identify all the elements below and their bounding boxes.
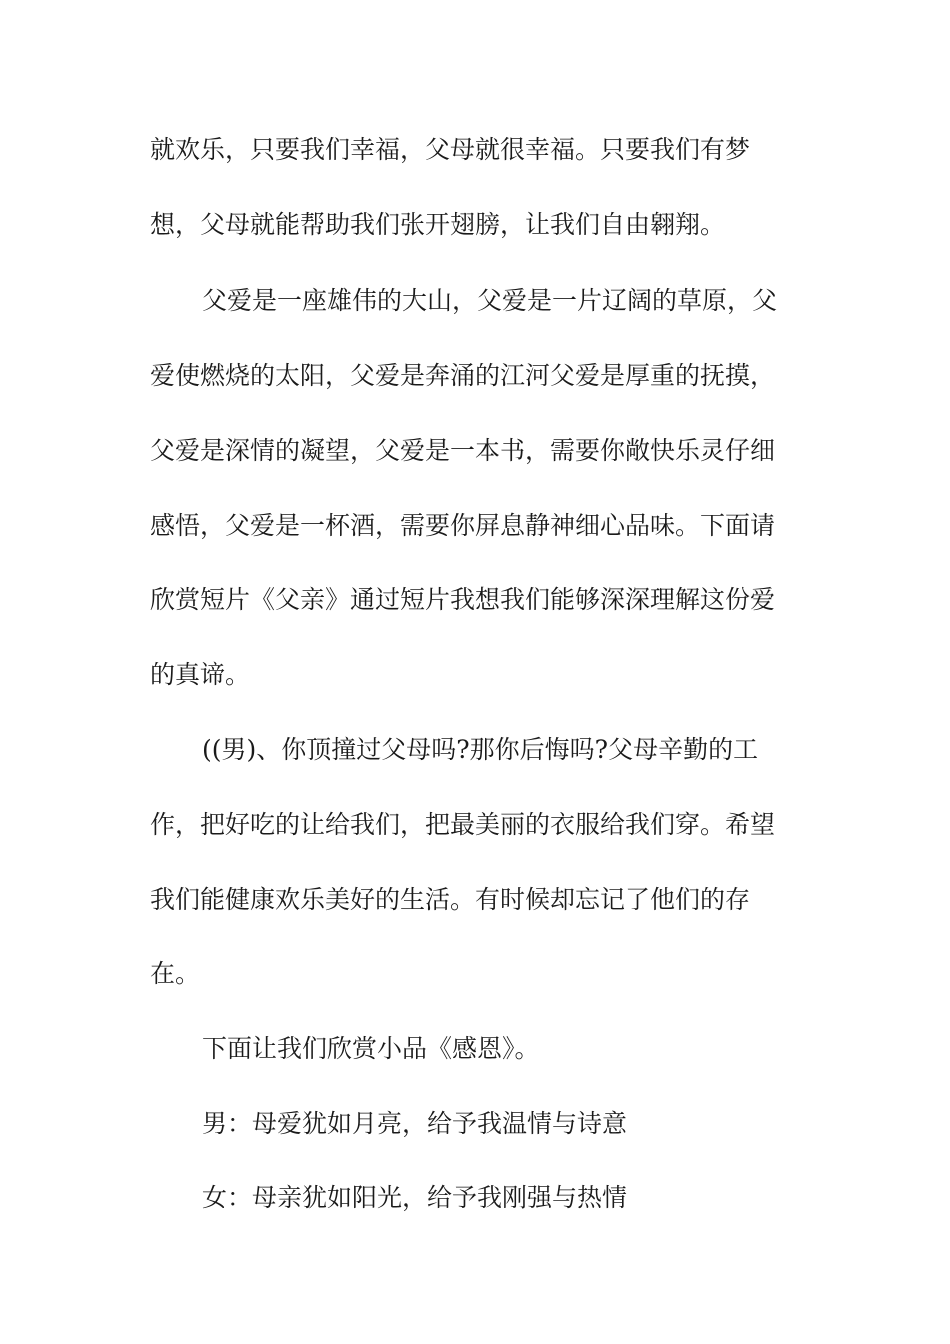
text-line: 想，父母就能帮助我们张开翅膀，让我们自由翱翔。 — [150, 210, 726, 239]
text-line: 的真谛。 — [150, 660, 251, 689]
text-line: 感悟，父爱是一杯酒，需要你屏息静神细心品味。下面请 — [150, 511, 776, 540]
text-line: 欣赏短片《父亲》通过短片我想我们能够深深理解这份爱 — [150, 585, 776, 614]
text-line: 作，把好吃的让给我们，把最美丽的衣服给我们穿。希望 — [150, 810, 776, 839]
paragraph-start-line: 下面让我们欣赏小品《感恩》。 — [202, 1034, 540, 1063]
text-line: 父爱是深情的凝望，父爱是一本书，需要你敞快乐灵仔细 — [150, 436, 776, 465]
paragraph-start-line: ((男)、你顶撞过父母吗?那你后悔吗?父母辛勤的工 — [202, 735, 759, 764]
text-line: 就欢乐，只要我们幸福，父母就很幸福。只要我们有梦 — [150, 135, 751, 164]
text-line: 在。 — [150, 959, 201, 988]
dialogue-line-female: 女：母亲犹如阳光，给予我刚强与热情 — [202, 1183, 628, 1212]
paragraph-start-line: 父爱是一座雄伟的大山，父爱是一片辽阔的草原，父 — [202, 286, 778, 315]
dialogue-line-male: 男：母爱犹如月亮，给予我温情与诗意 — [202, 1109, 628, 1138]
text-line: 爱使燃烧的太阳，父爱是奔涌的江河父爱是厚重的抚摸， — [150, 361, 776, 390]
text-line: 我们能健康欢乐美好的生活。有时候却忘记了他们的存 — [150, 885, 751, 914]
